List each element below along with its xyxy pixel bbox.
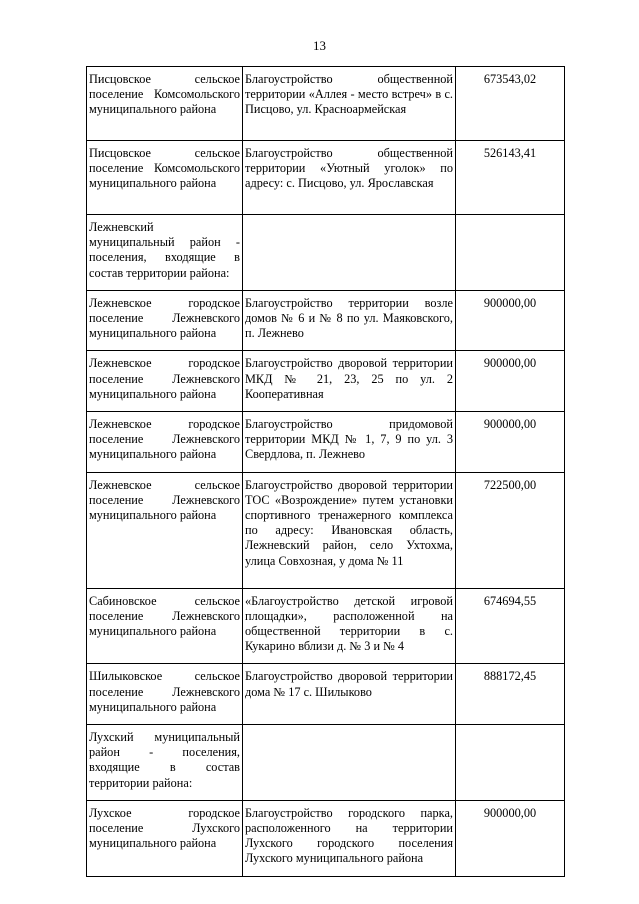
table-row [87, 588, 565, 664]
project-cell: Благоустройство городского парка, расположенного на территории Лухского городского поселения Лухского муниципального района [243, 800, 456, 876]
table-row [87, 141, 565, 215]
table-row [87, 725, 565, 801]
municipality-cell: Лухское городское поселение Лухского муниципального района [87, 800, 243, 876]
amount-cell [456, 215, 565, 291]
table-row [87, 412, 565, 473]
municipality-cell: Лежневское сельское поселение Лежневского муниципального района [87, 472, 243, 588]
table-row [87, 800, 565, 876]
project-cell: Благоустройство дворовой территории дома № 17 с. Шилыково [243, 664, 456, 725]
table-row [87, 215, 565, 291]
project-cell: Благоустройство общественной территории «Уютный уголок» по адресу: с. Писцово, ул. Ярославская [243, 141, 456, 215]
amount-cell: 673543,02 [456, 67, 565, 141]
amount-cell: 900000,00 [456, 351, 565, 412]
municipality-cell: Шилыковское сельское поселение Лежневского муниципального района [87, 664, 243, 725]
funding-table [86, 66, 565, 877]
project-cell: Благоустройство придомовой территории МКД № 1, 7, 9 по ул. 3 Свердлова, п. Лежнево [243, 412, 456, 473]
amount-cell: 900000,00 [456, 412, 565, 473]
section-heading-cell: Лежневский муниципальный район - поселения, входящие в состав территории района: [87, 215, 243, 291]
amount-cell: 526143,41 [456, 141, 565, 215]
municipality-cell: Лежневское городское поселение Лежневского муниципального района [87, 351, 243, 412]
section-heading-cell: Лухский муниципальный район - поселения, входящие в состав территории района: [87, 725, 243, 801]
table-row [87, 290, 565, 351]
project-cell: «Благоустройство детской игровой площадки», расположенной на общественной территории в с. Кукарино вблизи д. № 3 и № 4 [243, 588, 456, 664]
project-cell: Благоустройство дворовой территории МКД № 21, 23, 25 по ул. 2 Кооперативная [243, 351, 456, 412]
amount-cell: 674694,55 [456, 588, 565, 664]
table-row [87, 664, 565, 725]
amount-cell: 900000,00 [456, 290, 565, 351]
amount-cell: 722500,00 [456, 472, 565, 588]
project-cell [243, 725, 456, 801]
table-row [87, 67, 565, 141]
table-row [87, 351, 565, 412]
table-row [87, 472, 565, 588]
municipality-cell: Сабиновское сельское поселение Лежневского муниципального района [87, 588, 243, 664]
municipality-cell: Лежневское городское поселение Лежневского муниципального района [87, 290, 243, 351]
project-cell: Благоустройство территории возле домов № 6 и № 8 по ул. Маяковского, п. Лежнево [243, 290, 456, 351]
project-cell: Благоустройство дворовой территории ТОС «Возрождение» путем установки спортивного тренажерного комплекса по адресу: Ивановская область, Лежневский район, село Ухтохма, улица Совхозная, у дома № 11 [243, 472, 456, 588]
project-cell [243, 215, 456, 291]
municipality-cell: Лежневское городское поселение Лежневского муниципального района [87, 412, 243, 473]
project-cell: Благоустройство общественной территории «Аллея - место встреч» в с. Писцово, ул. Красноармейская [243, 67, 456, 141]
municipality-cell: Писцовское сельское поселение Комсомольского муниципального района [87, 67, 243, 141]
page-number: 13 [313, 38, 326, 53]
municipality-cell: Писцовское сельское поселение Комсомольского муниципального района [87, 141, 243, 215]
amount-cell [456, 725, 565, 801]
amount-cell: 900000,00 [456, 800, 565, 876]
amount-cell: 888172,45 [456, 664, 565, 725]
